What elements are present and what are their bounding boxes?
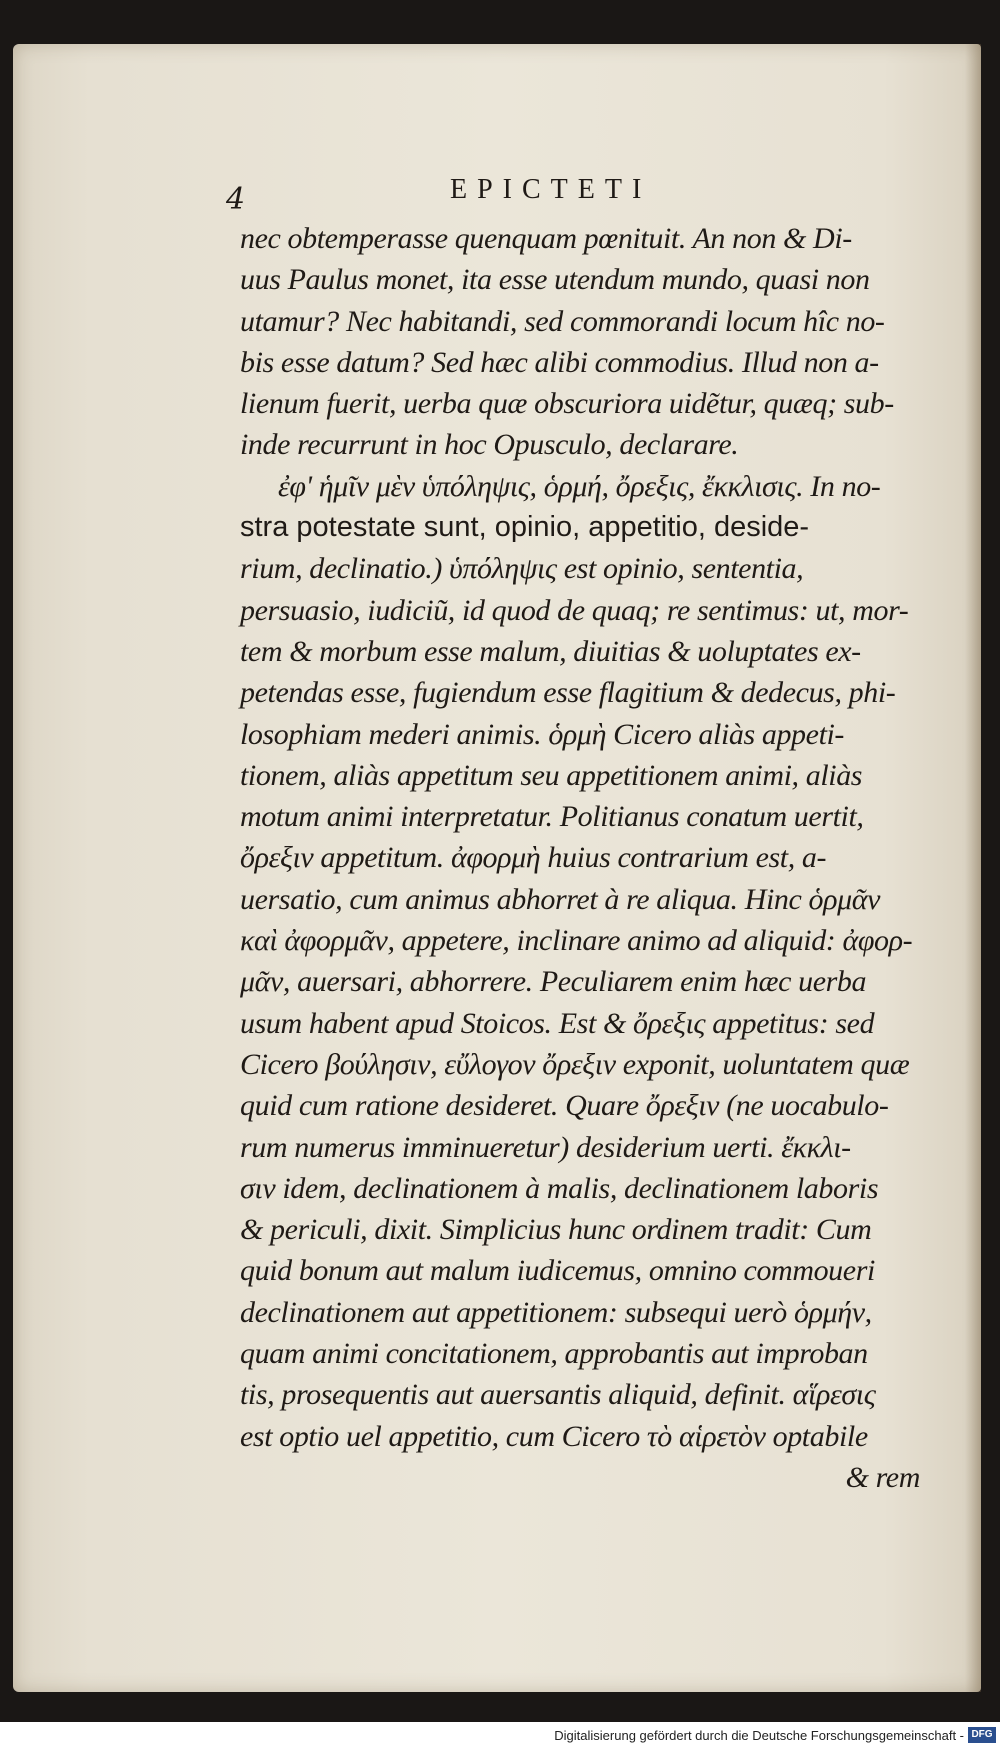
- running-title: EPICTETI: [450, 174, 652, 205]
- text-line: persuasio, iudiciũ, id quod de quaq; re sentimus: ut, mor-: [240, 593, 909, 627]
- page-text-block: [226, 174, 920, 1498]
- page-edge-shadow: [965, 44, 981, 1692]
- text-line: σιν idem, declinationem à malis, declinationem laboris: [240, 1171, 879, 1205]
- page-header: [226, 174, 920, 218]
- text-line: inde recurrunt in hoc Opusculo, declarare.: [240, 428, 739, 462]
- text-line: lienum fuerit, uerba quæ obscuriora uidẽtur, quæq; sub-: [240, 387, 894, 421]
- text-line: ὄρεξιν appetitum. ἀφορμὴ huius contrarium est, a-: [240, 841, 827, 875]
- text-line: rum numerus imminueretur) desiderium uerti. ἔκκλι-: [240, 1130, 851, 1164]
- text-line: losophiam mederi animis. ὁρμὴ Cicero aliàs appeti-: [240, 717, 845, 751]
- footer-credit: Digitalisierung gefördert durch die Deutsche Forschungsgemeinschaft -: [554, 1728, 964, 1743]
- text-line: stra potestate sunt, opinio, appetitio, deside-: [240, 511, 810, 544]
- text-line: rium, declinatio.) ὑπόληψις est opinio, sententia,: [240, 552, 804, 586]
- catchword: & rem: [845, 1460, 920, 1494]
- digitization-footer: [0, 1722, 1000, 1751]
- text-line: tionem, aliàs appetitum seu appetitionem animi, aliàs: [240, 758, 863, 792]
- text-line: motum animi interpretatur. Politianus conatum uertit,: [240, 800, 864, 834]
- text-line: quid bonum aut malum iudicemus, omnino commoueri: [240, 1254, 875, 1288]
- text-line: uus Paulus monet, ita esse utendum mundo, quasi non: [240, 263, 870, 297]
- text-line: μᾶν, auersari, abhorrere. Peculiarem enim hæc uerba: [240, 965, 867, 999]
- text-line: usum habent apud Stoicos. Est & ὄρεξις appetitus: sed: [240, 1006, 875, 1040]
- text-line: Cicero βούλησιν, εὔλογον ὄρεξιν exponit, uoluntatem quæ: [240, 1047, 910, 1081]
- text-line: quam animi concitationem, approbantis aut improban: [240, 1337, 868, 1371]
- text-line: est optio uel appetitio, cum Cicero τὸ αἱρετὸν optabile: [240, 1419, 868, 1453]
- text-line: petendas esse, fugiendum esse flagitium & dedecus, phi-: [240, 676, 896, 710]
- page-number: 4: [226, 182, 246, 217]
- dfg-logo-badge: DFG: [968, 1727, 996, 1743]
- text-line: quid cum ratione desideret. Quare ὄρεξιν (ne uocabulo-: [240, 1089, 889, 1123]
- text-line: utamur? Nec habitandi, sed commorandi locum hîc no-: [240, 304, 885, 338]
- text-line: uersatio, cum animus abhorret à re aliqua. Hinc ὁρμᾶν: [240, 882, 881, 916]
- text-line: & periculi, dixit. Simplicius hunc ordinem tradit: Cum: [240, 1213, 872, 1247]
- text-line: bis esse datum? Sed hæc alibi commodius. Illud non a-: [240, 345, 879, 379]
- text-line: καὶ ἀφορμᾶν, appetere, inclinare animo ad aliquid: ἀφορ-: [240, 924, 913, 958]
- text-line: tem & morbum esse malum, diuitias & uoluptates ex-: [240, 634, 861, 668]
- text-line: declinationem aut appetitionem: subsequi uerò ὁρμήν,: [240, 1295, 872, 1329]
- text-line: tis, prosequentis aut auersantis aliquid, definit. αἵρεσις: [240, 1378, 876, 1412]
- text-line: nec obtemperasse quenquam pœnituit. An non & Di-: [240, 222, 852, 255]
- text-line: ἐφ' ἡμῖν μὲν ὑπόληψις, ὁρμή, ὄρεξις, ἔκκλισις. In no-: [278, 469, 881, 503]
